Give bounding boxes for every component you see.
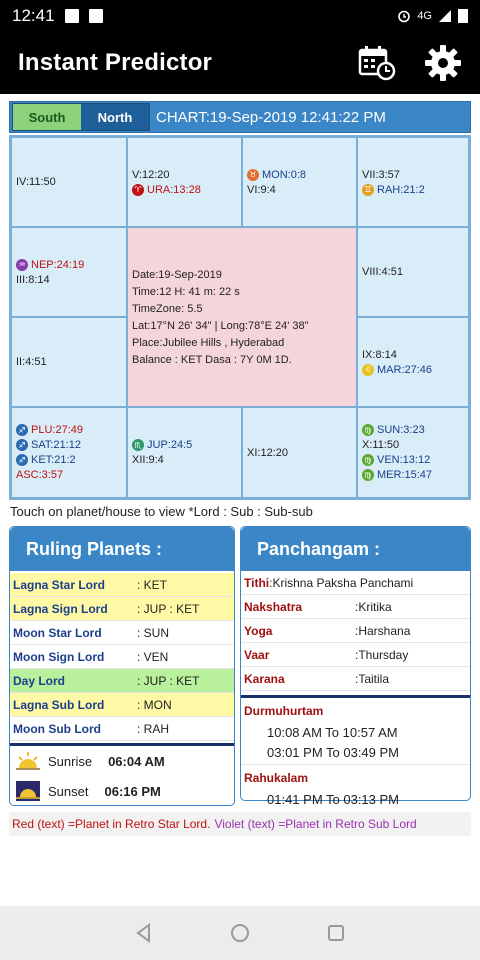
durmuhurtam-time-1: 10:08 AM To 10:57 AM	[267, 724, 398, 740]
system-nav-bar	[0, 906, 480, 960]
planet-entry	[132, 439, 237, 451]
ruling-row	[10, 573, 234, 597]
planet-jupiter[interactable]: JUP:24:5	[147, 439, 193, 451]
ruling-row	[10, 621, 234, 645]
sunset-time: 06:16 PM	[104, 783, 161, 799]
chart-time: Time:12 H: 41 m: 22 s	[132, 285, 240, 298]
sunrise-row	[10, 746, 234, 776]
settings-gear-icon[interactable]	[424, 44, 462, 82]
house-cell-libra[interactable]	[242, 407, 357, 498]
house-cell-pisces[interactable]	[11, 137, 127, 227]
house-label: VI:9:4	[247, 183, 276, 196]
planet-rahu[interactable]: RAH:21:2	[377, 183, 425, 196]
chart-title: CHART:19-Sep-2019 12:41:22 PM	[156, 108, 386, 126]
ruling-key: Day Lord	[13, 673, 66, 688]
planet-saturn[interactable]: SAT:21:12	[31, 439, 81, 451]
chart-latlong: Lat:17°N 26' 34" | Long:78°E 24' 38"	[132, 319, 309, 332]
tithi-value: :Krishna Paksha Panchami	[269, 575, 414, 590]
planet-entry	[16, 424, 122, 436]
signal-icon	[438, 9, 452, 23]
panchangam-key: Karana	[244, 671, 285, 686]
ruling-key: Moon Sign Lord	[13, 649, 105, 664]
planet-entry	[362, 184, 464, 196]
house-label: VII:3:57	[362, 168, 400, 181]
sunrise-icon	[16, 751, 40, 771]
virgo-glyph-icon: ♍	[362, 424, 374, 436]
house-cell-aquarius[interactable]	[11, 227, 127, 317]
south-chart-button[interactable]: South	[13, 104, 81, 130]
legend-violet: Violet (text) =Planet in Retro Sub Lord	[214, 817, 417, 831]
sunset-row	[10, 776, 234, 806]
planet-neptune[interactable]: NEP:24:19	[31, 258, 85, 271]
ascendant-label[interactable]: ASC:3:57	[16, 469, 64, 481]
taurus-glyph-icon: ♉	[247, 169, 259, 181]
panchangam-row	[241, 667, 470, 691]
house-cell-aries[interactable]	[127, 137, 242, 227]
planet-ketu[interactable]: KET:21:2	[31, 454, 76, 466]
panchangam-key: Nakshatra	[244, 599, 303, 614]
planet-moon[interactable]: MON:0:8	[262, 168, 307, 181]
panchangam-value: :Kritika	[355, 599, 392, 614]
north-chart-button[interactable]: North	[81, 104, 149, 130]
panchangam-row	[241, 643, 470, 667]
chart-place: Place:Jubilee Hills , Hyderabad	[132, 336, 285, 349]
house-label: VIII:4:51	[362, 266, 403, 278]
house-label: V:12:20	[132, 168, 170, 181]
planet-entry	[362, 454, 464, 466]
planet-entry	[362, 424, 464, 436]
panchangam-title: Panchangam :	[241, 527, 470, 571]
ruling-value: : RAH	[137, 721, 170, 736]
house-cell-taurus[interactable]	[242, 137, 357, 227]
ruling-planets-panel	[9, 526, 235, 806]
planet-entry	[16, 454, 122, 466]
alarm-icon	[397, 9, 411, 23]
house-cell-gemini[interactable]	[357, 137, 469, 227]
sagittarius-glyph-icon: ♐	[16, 454, 28, 466]
ruling-key: Moon Sub Lord	[13, 721, 101, 736]
ruling-planets-title: Ruling Planets :	[10, 527, 234, 571]
status-time: 12:41	[12, 6, 55, 25]
network-type: 4G	[417, 10, 432, 22]
ruling-key: Moon Star Lord	[13, 625, 102, 640]
ruling-value: : JUP : KET	[137, 673, 200, 688]
status-bar	[0, 0, 480, 32]
virgo-glyph-icon: ♍	[362, 454, 374, 466]
ruling-row	[10, 645, 234, 669]
aquarius-glyph-icon: ♒	[16, 259, 28, 271]
planet-entry	[16, 439, 122, 451]
house-cell-sagittarius[interactable]	[11, 407, 127, 498]
legend-red: Red (text) =Planet in Retro Star Lord.	[12, 817, 211, 831]
tithi-label: Tithi	[244, 575, 270, 590]
sagittarius-glyph-icon: ♐	[16, 439, 28, 451]
back-icon[interactable]	[134, 923, 154, 943]
house-label: III:8:14	[16, 273, 50, 286]
house-label: II:4:51	[16, 356, 47, 368]
house-cell-capricorn[interactable]	[11, 317, 127, 407]
scorpio-glyph-icon: ♏	[132, 439, 144, 451]
chart-center-info	[127, 227, 357, 407]
rahukalam-time: 01:41 PM To 03:13 PM	[267, 791, 400, 807]
planet-entry	[16, 259, 122, 271]
ruling-key: Lagna Star Lord	[13, 577, 106, 592]
home-icon[interactable]	[230, 923, 250, 943]
leo-glyph-icon: ♌	[362, 364, 374, 376]
status-right	[397, 9, 468, 23]
panchangam-value: :Taitila	[355, 671, 390, 686]
planet-entry	[247, 169, 352, 181]
ruling-row	[10, 693, 234, 717]
aries-glyph-icon: ♈	[132, 184, 144, 196]
house-cell-scorpio[interactable]	[127, 407, 242, 498]
sagittarius-glyph-icon: ♐	[16, 424, 28, 436]
planet-sun[interactable]: SUN:3:23	[377, 424, 425, 436]
planet-mars[interactable]: MAR:27:46	[377, 363, 433, 376]
sunset-icon	[16, 781, 40, 801]
house-cell-cancer[interactable]	[357, 227, 469, 317]
app-bar	[0, 32, 480, 94]
ruling-value: : MON	[137, 697, 172, 712]
planet-uranus[interactable]: URA:13:28	[147, 183, 201, 196]
panchangam-key: Yoga	[244, 623, 273, 638]
ruling-value: : SUN	[137, 625, 170, 640]
house-label: X:11:50	[362, 439, 400, 451]
durmuhurtam-label: Durmuhurtam	[244, 704, 324, 718]
house-cell-leo[interactable]	[357, 317, 469, 407]
panchangam-row	[241, 619, 470, 643]
panchangam-panel	[240, 526, 471, 807]
chart-header	[9, 101, 471, 133]
color-legend	[9, 812, 471, 836]
touch-hint: Touch on planet/house to view *Lord : Sub : Sub-sub	[10, 504, 313, 519]
chart-timezone: TimeZone: 5.5	[132, 302, 203, 315]
house-label: XII:9:4	[132, 454, 164, 466]
chart-balance: Balance : KET Dasa : 7Y 0M 1D.	[132, 353, 292, 366]
ruling-value: : JUP : KET	[137, 601, 200, 616]
ruling-row	[10, 597, 234, 621]
panchangam-value: :Thursday	[355, 647, 409, 662]
ruling-row	[10, 669, 234, 693]
recents-icon[interactable]	[326, 923, 346, 943]
app-title: Instant Predictor	[18, 49, 213, 76]
planet-entry	[362, 364, 464, 376]
chart-style-toggle	[12, 103, 150, 131]
ruling-key: Lagna Sub Lord	[13, 697, 105, 712]
panchangam-key: Vaar	[244, 647, 270, 662]
battery-icon	[458, 9, 468, 23]
planet-entry	[362, 469, 464, 481]
durmuhurtam-time-2: 03:01 PM To 03:49 PM	[267, 744, 400, 760]
house-label: IV:11:50	[16, 176, 56, 188]
house-label: IX:8:14	[362, 348, 397, 361]
rahukalam-label: Rahukalam	[244, 771, 309, 785]
house-label: XI:12:20	[247, 446, 288, 459]
sunrise-label: Sunrise	[48, 753, 93, 769]
gemini-glyph-icon: ♊	[362, 184, 374, 196]
ruling-value: : KET	[137, 577, 168, 592]
planet-pluto[interactable]: PLU:27:49	[31, 424, 83, 436]
planet-venus[interactable]: VEN:13:12	[377, 454, 431, 466]
ruling-value: : VEN	[137, 649, 169, 664]
planet-mercury[interactable]: MER:15:47	[377, 469, 433, 481]
virgo-glyph-icon: ♍	[362, 469, 374, 481]
panchangam-row	[241, 595, 470, 619]
ruling-row	[10, 717, 234, 741]
sunset-label: Sunset	[48, 783, 89, 799]
image-notification-icon	[89, 9, 103, 23]
sunrise-time: 06:04 AM	[108, 753, 165, 769]
calendar-clock-icon[interactable]	[358, 45, 396, 81]
planet-entry	[132, 184, 237, 196]
panchangam-value: :Harshana	[355, 623, 411, 638]
chart-date: Date:19-Sep-2019	[132, 268, 222, 281]
house-cell-virgo[interactable]	[357, 407, 469, 498]
tithi-row	[241, 571, 470, 595]
notification-icon	[65, 9, 79, 23]
ruling-key: Lagna Sign Lord	[13, 601, 108, 616]
south-chart-grid	[9, 135, 471, 500]
